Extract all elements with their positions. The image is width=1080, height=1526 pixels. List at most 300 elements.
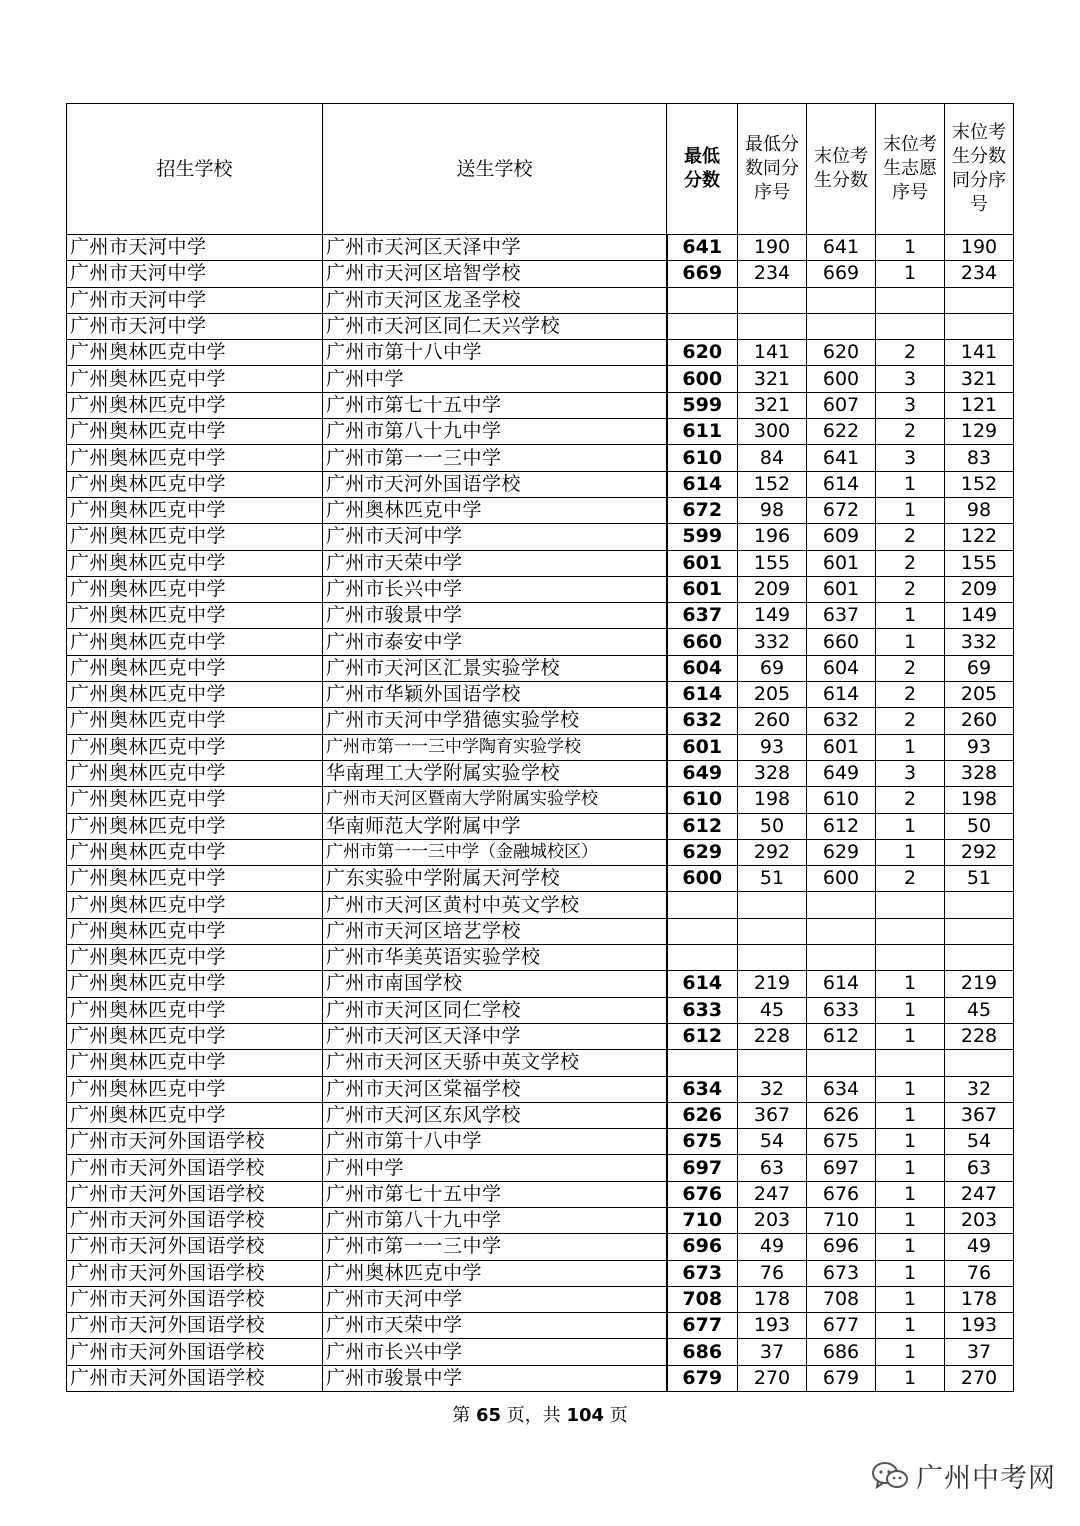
min-score-tie-rank-cell: 155 [738, 550, 807, 576]
last-student-preference-cell: 1 [876, 1102, 945, 1128]
enrolling-school-cell: 广州市天河外国语学校 [67, 1181, 323, 1207]
last-student-score-cell [807, 313, 876, 339]
last-student-preference-cell: 3 [876, 392, 945, 418]
min-score-cell: 601 [667, 550, 738, 576]
enrolling-school-cell: 广州奥林匹克中学 [67, 734, 323, 760]
min-score-tie-rank-cell: 84 [738, 445, 807, 471]
last-student-preference-cell: 1 [876, 1313, 945, 1339]
last-student-score-cell: 673 [807, 1260, 876, 1286]
enrolling-school-cell: 广州奥林匹克中学 [67, 997, 323, 1023]
last-student-preference-cell [876, 945, 945, 971]
enrolling-school-cell: 广州奥林匹克中学 [67, 340, 323, 366]
header-last-student-preference [876, 104, 945, 235]
last-student-score-cell: 672 [807, 497, 876, 523]
table-row [67, 629, 1014, 655]
table-row [67, 497, 1014, 523]
last-student-tie-rank-cell: 50 [945, 813, 1014, 839]
min-score-cell [667, 313, 738, 339]
min-score-cell: 599 [667, 392, 738, 418]
last-student-tie-rank-cell: 270 [945, 1365, 1014, 1391]
header-last-student-tie-rank-text: 末位考生分数同分序号 [951, 122, 1006, 215]
sending-school-cell: 广州市天河中学猎德实验学校 [323, 708, 667, 734]
header-sending-school: 送生学校 [323, 104, 667, 235]
enrolling-school-cell: 广州奥林匹克中学 [67, 682, 323, 708]
min-score-cell [667, 287, 738, 313]
last-student-preference-cell: 1 [876, 971, 945, 997]
min-score-cell [667, 945, 738, 971]
header-last-student-score [807, 104, 876, 235]
min-score-cell: 669 [667, 261, 738, 287]
last-student-tie-rank-cell [945, 945, 1014, 971]
min-score-cell: 634 [667, 1076, 738, 1102]
header-last-student-tie-rank [945, 104, 1014, 235]
sending-school-cell: 广州市第八十九中学 [323, 419, 667, 445]
sending-school-cell: 广州市第十八中学 [323, 1129, 667, 1155]
enrolling-school-cell: 广州市天河中学 [67, 287, 323, 313]
min-score-tie-rank-cell: 367 [738, 1102, 807, 1128]
min-score-cell: 686 [667, 1339, 738, 1365]
last-student-score-cell: 634 [807, 1076, 876, 1102]
enrolling-school-cell: 广州奥林匹克中学 [67, 787, 323, 813]
last-student-score-cell: 607 [807, 392, 876, 418]
min-score-tie-rank-cell: 260 [738, 708, 807, 734]
last-student-score-cell: 622 [807, 419, 876, 445]
last-student-preference-cell: 2 [876, 340, 945, 366]
enrolling-school-cell: 广州市天河外国语学校 [67, 1313, 323, 1339]
last-student-score-cell: 649 [807, 760, 876, 786]
last-student-preference-cell: 2 [876, 655, 945, 681]
admission-score-table [66, 103, 1014, 1392]
min-score-cell: 633 [667, 997, 738, 1023]
table-row [67, 392, 1014, 418]
last-student-tie-rank-cell: 198 [945, 787, 1014, 813]
last-student-score-cell: 600 [807, 866, 876, 892]
last-student-tie-rank-cell [945, 1050, 1014, 1076]
sending-school-cell: 广州市南国学校 [323, 971, 667, 997]
last-student-score-cell: 601 [807, 550, 876, 576]
enrolling-school-cell: 广州奥林匹克中学 [67, 1102, 323, 1128]
last-student-preference-cell: 1 [876, 734, 945, 760]
last-student-tie-rank-cell: 93 [945, 734, 1014, 760]
enrolling-school-cell: 广州奥林匹克中学 [67, 760, 323, 786]
last-student-tie-rank-cell: 49 [945, 1234, 1014, 1260]
sending-school-cell: 广州奥林匹克中学 [323, 497, 667, 523]
last-student-tie-rank-cell: 45 [945, 997, 1014, 1023]
last-student-preference-cell [876, 287, 945, 313]
enrolling-school-cell: 广州奥林匹克中学 [67, 813, 323, 839]
min-score-tie-rank-cell: 292 [738, 839, 807, 865]
min-score-tie-rank-cell: 332 [738, 629, 807, 655]
last-student-score-cell: 641 [807, 445, 876, 471]
min-score-tie-rank-cell: 234 [738, 261, 807, 287]
table-row [67, 1286, 1014, 1312]
sending-school-cell: 广州市泰安中学 [323, 629, 667, 655]
min-score-cell: 672 [667, 497, 738, 523]
last-student-preference-cell: 1 [876, 1234, 945, 1260]
min-score-tie-rank-cell: 93 [738, 734, 807, 760]
min-score-tie-rank-cell: 205 [738, 682, 807, 708]
sending-school-cell: 广州市天河区培艺学校 [323, 918, 667, 944]
sending-school-cell: 广州市天河中学 [323, 1286, 667, 1312]
last-student-tie-rank-cell: 367 [945, 1102, 1014, 1128]
min-score-tie-rank-cell: 51 [738, 866, 807, 892]
min-score-tie-rank-cell: 203 [738, 1207, 807, 1233]
min-score-tie-rank-cell: 300 [738, 419, 807, 445]
sending-school-cell: 广州市天河区龙圣学校 [323, 287, 667, 313]
sending-school-cell: 广州市天河区天泽中学 [323, 1023, 667, 1049]
last-student-tie-rank-cell: 328 [945, 760, 1014, 786]
total-pages: 104 [566, 1405, 605, 1426]
last-student-score-cell: 601 [807, 576, 876, 602]
last-student-preference-cell: 1 [876, 1181, 945, 1207]
min-score-cell: 614 [667, 471, 738, 497]
table-row [67, 760, 1014, 786]
last-student-score-cell: 710 [807, 1207, 876, 1233]
last-student-score-cell: 614 [807, 471, 876, 497]
table-row [67, 471, 1014, 497]
enrolling-school-cell: 广州奥林匹克中学 [67, 497, 323, 523]
sending-school-cell: 华南理工大学附属实验学校 [323, 760, 667, 786]
last-student-preference-cell: 2 [876, 419, 945, 445]
table-row [67, 1023, 1014, 1049]
last-student-score-cell: 614 [807, 971, 876, 997]
min-score-tie-rank-cell: 321 [738, 366, 807, 392]
last-student-preference-cell: 2 [876, 550, 945, 576]
min-score-cell: 710 [667, 1207, 738, 1233]
sending-school-cell: 广州市天河区棠福学校 [323, 1076, 667, 1102]
enrolling-school-cell: 广州奥林匹克中学 [67, 576, 323, 602]
min-score-tie-rank-cell: 69 [738, 655, 807, 681]
enrolling-school-cell: 广州奥林匹克中学 [67, 550, 323, 576]
min-score-tie-rank-cell: 178 [738, 1286, 807, 1312]
min-score-cell: 612 [667, 813, 738, 839]
table-row [67, 1234, 1014, 1260]
table-row [67, 419, 1014, 445]
last-student-preference-cell: 1 [876, 261, 945, 287]
last-student-preference-cell [876, 918, 945, 944]
sending-school-cell: 广州市第八十九中学 [323, 1207, 667, 1233]
enrolling-school-cell: 广州奥林匹克中学 [67, 945, 323, 971]
min-score-tie-rank-cell: 149 [738, 603, 807, 629]
last-student-preference-cell: 3 [876, 366, 945, 392]
last-student-tie-rank-cell: 292 [945, 839, 1014, 865]
page-footer [0, 1401, 1080, 1427]
min-score-tie-rank-cell: 219 [738, 971, 807, 997]
enrolling-school-cell: 广州市天河中学 [67, 235, 323, 261]
last-student-score-cell: 610 [807, 787, 876, 813]
last-student-score-cell [807, 918, 876, 944]
min-score-cell: 641 [667, 235, 738, 261]
last-student-score-cell [807, 892, 876, 918]
min-score-cell: 611 [667, 419, 738, 445]
enrolling-school-cell: 广州市天河外国语学校 [67, 1339, 323, 1365]
min-score-cell: 620 [667, 340, 738, 366]
last-student-tie-rank-cell: 141 [945, 340, 1014, 366]
enrolling-school-cell: 广州奥林匹克中学 [67, 471, 323, 497]
last-student-tie-rank-cell: 98 [945, 497, 1014, 523]
min-score-tie-rank-cell [738, 918, 807, 944]
enrolling-school-cell: 广州奥林匹克中学 [67, 629, 323, 655]
last-student-score-cell: 641 [807, 235, 876, 261]
table-row [67, 445, 1014, 471]
min-score-tie-rank-cell: 321 [738, 392, 807, 418]
last-student-preference-cell: 1 [876, 1155, 945, 1181]
table-row [67, 603, 1014, 629]
table-row [67, 787, 1014, 813]
last-student-tie-rank-cell: 76 [945, 1260, 1014, 1286]
table-row [67, 1365, 1014, 1391]
enrolling-school-cell: 广州奥林匹克中学 [67, 839, 323, 865]
sending-school-cell: 广州市天河中学 [323, 524, 667, 550]
last-student-tie-rank-cell: 228 [945, 1023, 1014, 1049]
last-student-score-cell: 601 [807, 734, 876, 760]
min-score-cell [667, 918, 738, 944]
header-enrolling-school: 招生学校 [67, 104, 323, 235]
last-student-tie-rank-cell: 260 [945, 708, 1014, 734]
last-student-score-cell: 686 [807, 1339, 876, 1365]
min-score-cell: 601 [667, 734, 738, 760]
min-score-cell: 697 [667, 1155, 738, 1181]
last-student-tie-rank-cell: 234 [945, 261, 1014, 287]
page-label-pre: 第 [452, 1405, 471, 1426]
min-score-tie-rank-cell: 152 [738, 471, 807, 497]
last-student-tie-rank-cell [945, 287, 1014, 313]
min-score-tie-rank-cell: 196 [738, 524, 807, 550]
last-student-preference-cell: 1 [876, 629, 945, 655]
last-student-tie-rank-cell: 247 [945, 1181, 1014, 1207]
last-student-preference-cell: 2 [876, 866, 945, 892]
min-score-cell [667, 1050, 738, 1076]
min-score-tie-rank-cell: 193 [738, 1313, 807, 1339]
min-score-tie-rank-cell: 76 [738, 1260, 807, 1286]
enrolling-school-cell: 广州奥林匹克中学 [67, 1023, 323, 1049]
last-student-score-cell: 675 [807, 1129, 876, 1155]
last-student-preference-cell: 1 [876, 1207, 945, 1233]
sending-school-cell: 广州中学 [323, 1155, 667, 1181]
last-student-score-cell: 676 [807, 1181, 876, 1207]
last-student-tie-rank-cell: 129 [945, 419, 1014, 445]
table-body [67, 235, 1014, 1392]
table-row [67, 1155, 1014, 1181]
enrolling-school-cell: 广州奥林匹克中学 [67, 419, 323, 445]
sending-school-cell: 广州市天河区培智学校 [323, 261, 667, 287]
sending-school-cell: 广州中学 [323, 366, 667, 392]
last-student-tie-rank-cell [945, 892, 1014, 918]
enrolling-school-cell: 广州奥林匹克中学 [67, 603, 323, 629]
last-student-score-cell: 633 [807, 997, 876, 1023]
sending-school-cell: 广州市华颖外国语学校 [323, 682, 667, 708]
table-row [67, 1129, 1014, 1155]
min-score-cell: 677 [667, 1313, 738, 1339]
header-min-score [667, 104, 738, 235]
table-row [67, 892, 1014, 918]
sending-school-cell: 广州市骏景中学 [323, 1365, 667, 1391]
min-score-tie-rank-cell: 98 [738, 497, 807, 523]
min-score-tie-rank-cell: 63 [738, 1155, 807, 1181]
sending-school-cell: 广州市骏景中学 [323, 603, 667, 629]
table-row [67, 313, 1014, 339]
last-student-preference-cell: 1 [876, 235, 945, 261]
table-row [67, 550, 1014, 576]
sending-school-cell: 广东实验中学附属天河学校 [323, 866, 667, 892]
min-score-cell: 632 [667, 708, 738, 734]
min-score-cell: 675 [667, 1129, 738, 1155]
last-student-preference-cell: 1 [876, 497, 945, 523]
header-last-student-preference-text: 末位考生志愿序号 [882, 134, 937, 203]
last-student-score-cell: 604 [807, 655, 876, 681]
min-score-tie-rank-cell [738, 313, 807, 339]
last-student-tie-rank-cell: 190 [945, 235, 1014, 261]
min-score-cell: 614 [667, 682, 738, 708]
min-score-cell: 629 [667, 839, 738, 865]
sending-school-cell: 广州市天河区天骄中英文学校 [323, 1050, 667, 1076]
last-student-score-cell: 626 [807, 1102, 876, 1128]
table-row [67, 576, 1014, 602]
min-score-cell: 649 [667, 760, 738, 786]
header-min-score-tie-rank-text: 最低分数同分序号 [744, 134, 799, 203]
min-score-cell: 600 [667, 866, 738, 892]
min-score-tie-rank-cell: 49 [738, 1234, 807, 1260]
last-student-tie-rank-cell: 37 [945, 1339, 1014, 1365]
sending-school-cell: 广州市天荣中学 [323, 550, 667, 576]
enrolling-school-cell: 广州市天河中学 [67, 313, 323, 339]
min-score-cell [667, 892, 738, 918]
last-student-preference-cell: 1 [876, 1365, 945, 1391]
last-student-tie-rank-cell: 193 [945, 1313, 1014, 1339]
min-score-tie-rank-cell: 247 [738, 1181, 807, 1207]
table-row [67, 997, 1014, 1023]
sending-school-cell: 广州市天河区同仁天兴学校 [323, 313, 667, 339]
last-student-tie-rank-cell: 149 [945, 603, 1014, 629]
last-student-score-cell: 600 [807, 366, 876, 392]
sending-school-cell: 广州市第一一三中学 [323, 1234, 667, 1260]
table-row [67, 287, 1014, 313]
last-student-preference-cell: 1 [876, 1129, 945, 1155]
table-row [67, 813, 1014, 839]
last-student-tie-rank-cell: 321 [945, 366, 1014, 392]
min-score-tie-rank-cell: 50 [738, 813, 807, 839]
min-score-cell: 637 [667, 603, 738, 629]
table-row [67, 1050, 1014, 1076]
last-student-preference-cell [876, 1050, 945, 1076]
enrolling-school-cell: 广州奥林匹克中学 [67, 445, 323, 471]
last-student-score-cell: 708 [807, 1286, 876, 1312]
table-row [67, 866, 1014, 892]
last-student-score-cell: 637 [807, 603, 876, 629]
min-score-tie-rank-cell: 37 [738, 1339, 807, 1365]
min-score-cell: 626 [667, 1102, 738, 1128]
last-student-score-cell: 609 [807, 524, 876, 550]
last-student-score-cell: 612 [807, 813, 876, 839]
last-student-score-cell: 697 [807, 1155, 876, 1181]
min-score-tie-rank-cell: 45 [738, 997, 807, 1023]
page-label-mid: 页，共 [506, 1405, 561, 1426]
last-student-preference-cell: 1 [876, 471, 945, 497]
table-row [67, 1260, 1014, 1286]
enrolling-school-cell: 广州奥林匹克中学 [67, 366, 323, 392]
enrolling-school-cell: 广州市天河中学 [67, 261, 323, 287]
sending-school-cell: 广州市第一一三中学 [323, 445, 667, 471]
min-score-tie-rank-cell: 141 [738, 340, 807, 366]
min-score-tie-rank-cell [738, 892, 807, 918]
last-student-tie-rank-cell: 32 [945, 1076, 1014, 1102]
enrolling-school-cell: 广州奥林匹克中学 [67, 708, 323, 734]
min-score-cell: 604 [667, 655, 738, 681]
sending-school-cell: 广州市第十八中学 [323, 340, 667, 366]
table-row [67, 235, 1014, 261]
min-score-tie-rank-cell: 328 [738, 760, 807, 786]
last-student-tie-rank-cell: 121 [945, 392, 1014, 418]
min-score-tie-rank-cell [738, 1050, 807, 1076]
sending-school-cell: 广州市第七十五中学 [323, 392, 667, 418]
last-student-tie-rank-cell: 54 [945, 1129, 1014, 1155]
table-row [67, 1207, 1014, 1233]
sending-school-cell: 广州市长兴中学 [323, 576, 667, 602]
sending-school-cell: 广州奥林匹克中学 [323, 1260, 667, 1286]
min-score-cell: 612 [667, 1023, 738, 1049]
last-student-preference-cell: 3 [876, 760, 945, 786]
last-student-tie-rank-cell: 203 [945, 1207, 1014, 1233]
table-row [67, 1313, 1014, 1339]
header-min-score-tie-rank [738, 104, 807, 235]
table-row [67, 708, 1014, 734]
min-score-cell: 614 [667, 971, 738, 997]
last-student-score-cell: 677 [807, 1313, 876, 1339]
watermark [872, 1456, 1056, 1495]
page-number: 65 [475, 1405, 501, 1426]
min-score-tie-rank-cell: 209 [738, 576, 807, 602]
table-row [67, 261, 1014, 287]
table-row [67, 945, 1014, 971]
enrolling-school-cell: 广州市天河外国语学校 [67, 1365, 323, 1391]
enrolling-school-cell: 广州奥林匹克中学 [67, 655, 323, 681]
last-student-score-cell: 696 [807, 1234, 876, 1260]
min-score-tie-rank-cell: 190 [738, 235, 807, 261]
min-score-cell: 600 [667, 366, 738, 392]
table-row [67, 1102, 1014, 1128]
enrolling-school-cell: 广州奥林匹克中学 [67, 524, 323, 550]
enrolling-school-cell: 广州奥林匹克中学 [67, 971, 323, 997]
sending-school-cell: 广州市第七十五中学 [323, 1181, 667, 1207]
min-score-cell: 660 [667, 629, 738, 655]
min-score-cell: 676 [667, 1181, 738, 1207]
enrolling-school-cell: 广州奥林匹克中学 [67, 1076, 323, 1102]
last-student-tie-rank-cell: 205 [945, 682, 1014, 708]
last-student-tie-rank-cell: 219 [945, 971, 1014, 997]
table-row [67, 524, 1014, 550]
sending-school-cell: 广州市天荣中学 [323, 1313, 667, 1339]
table-row [67, 1076, 1014, 1102]
min-score-cell: 673 [667, 1260, 738, 1286]
last-student-preference-cell: 1 [876, 1023, 945, 1049]
table-row [67, 1181, 1014, 1207]
table-row [67, 655, 1014, 681]
last-student-preference-cell [876, 892, 945, 918]
enrolling-school-cell: 广州奥林匹克中学 [67, 392, 323, 418]
enrolling-school-cell: 广州市天河外国语学校 [67, 1207, 323, 1233]
min-score-tie-rank-cell [738, 945, 807, 971]
last-student-score-cell: 660 [807, 629, 876, 655]
min-score-cell: 708 [667, 1286, 738, 1312]
enrolling-school-cell: 广州市天河外国语学校 [67, 1129, 323, 1155]
last-student-score-cell [807, 1050, 876, 1076]
min-score-cell: 696 [667, 1234, 738, 1260]
last-student-preference-cell: 1 [876, 813, 945, 839]
last-student-score-cell: 614 [807, 682, 876, 708]
min-score-tie-rank-cell: 198 [738, 787, 807, 813]
enrolling-school-cell: 广州奥林匹克中学 [67, 866, 323, 892]
min-score-cell: 610 [667, 445, 738, 471]
